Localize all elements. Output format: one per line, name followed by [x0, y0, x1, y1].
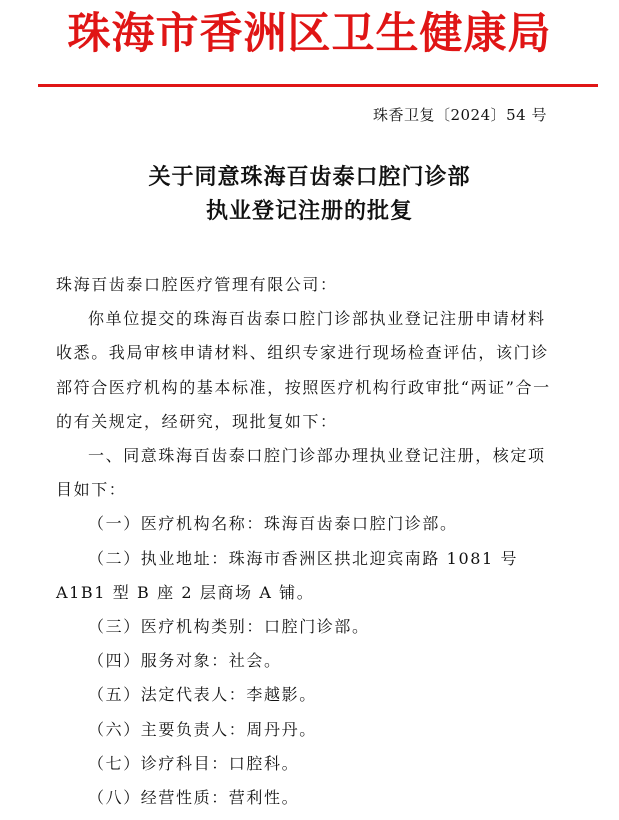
item-3: （三）医疗机构类别：口腔门诊部。: [88, 617, 370, 637]
item-8: （八）经营性质：营利性。: [88, 788, 300, 808]
item-7: （七）诊疗科目：口腔科。: [88, 753, 300, 773]
body-paragraph-2: 一、同意珠海百齿泰口腔门诊部办理执业登记注册，核定项目如下：: [56, 446, 546, 500]
subject-line-1: 关于同意珠海百齿泰口腔门诊部: [148, 164, 471, 190]
addressee: 珠海百齿泰口腔医疗管理有限公司：: [56, 275, 338, 294]
document-body: [56, 268, 552, 815]
subject-line-2: 执业登记注册的批复: [205, 198, 413, 224]
item-4: （四）服务对象：社会。: [88, 651, 282, 671]
body-paragraph-1: 你单位提交的珠海百齿泰口腔门诊部执业登记注册申请材料收悉。我局审核申请材料、组织专家进行现场检查评估，该门诊部符合医疗机构的基本标准，按照医疗机构行政审批“两证”合一的有关规定，经研究，现批复如下：: [56, 309, 551, 431]
item-2: （二）执业地址：珠海市香洲区拱北迎宾南路 1081 号 A1B1 型 B 座 2 层商场 A 铺。: [56, 548, 519, 602]
item-5: （五）法定代表人：李越影。: [88, 685, 317, 705]
item-6: （六）主要负责人：周丹丹。: [88, 719, 317, 739]
document-subject: [0, 160, 619, 228]
red-header-rule: [38, 84, 598, 87]
item-1: （一）医疗机构名称：珠海百齿泰口腔门诊部。: [88, 514, 458, 534]
document-number: 珠香卫复〔2024〕54 号: [372, 106, 547, 124]
issuing-agency-title: 珠海市香洲区卫生健康局: [67, 9, 552, 59]
